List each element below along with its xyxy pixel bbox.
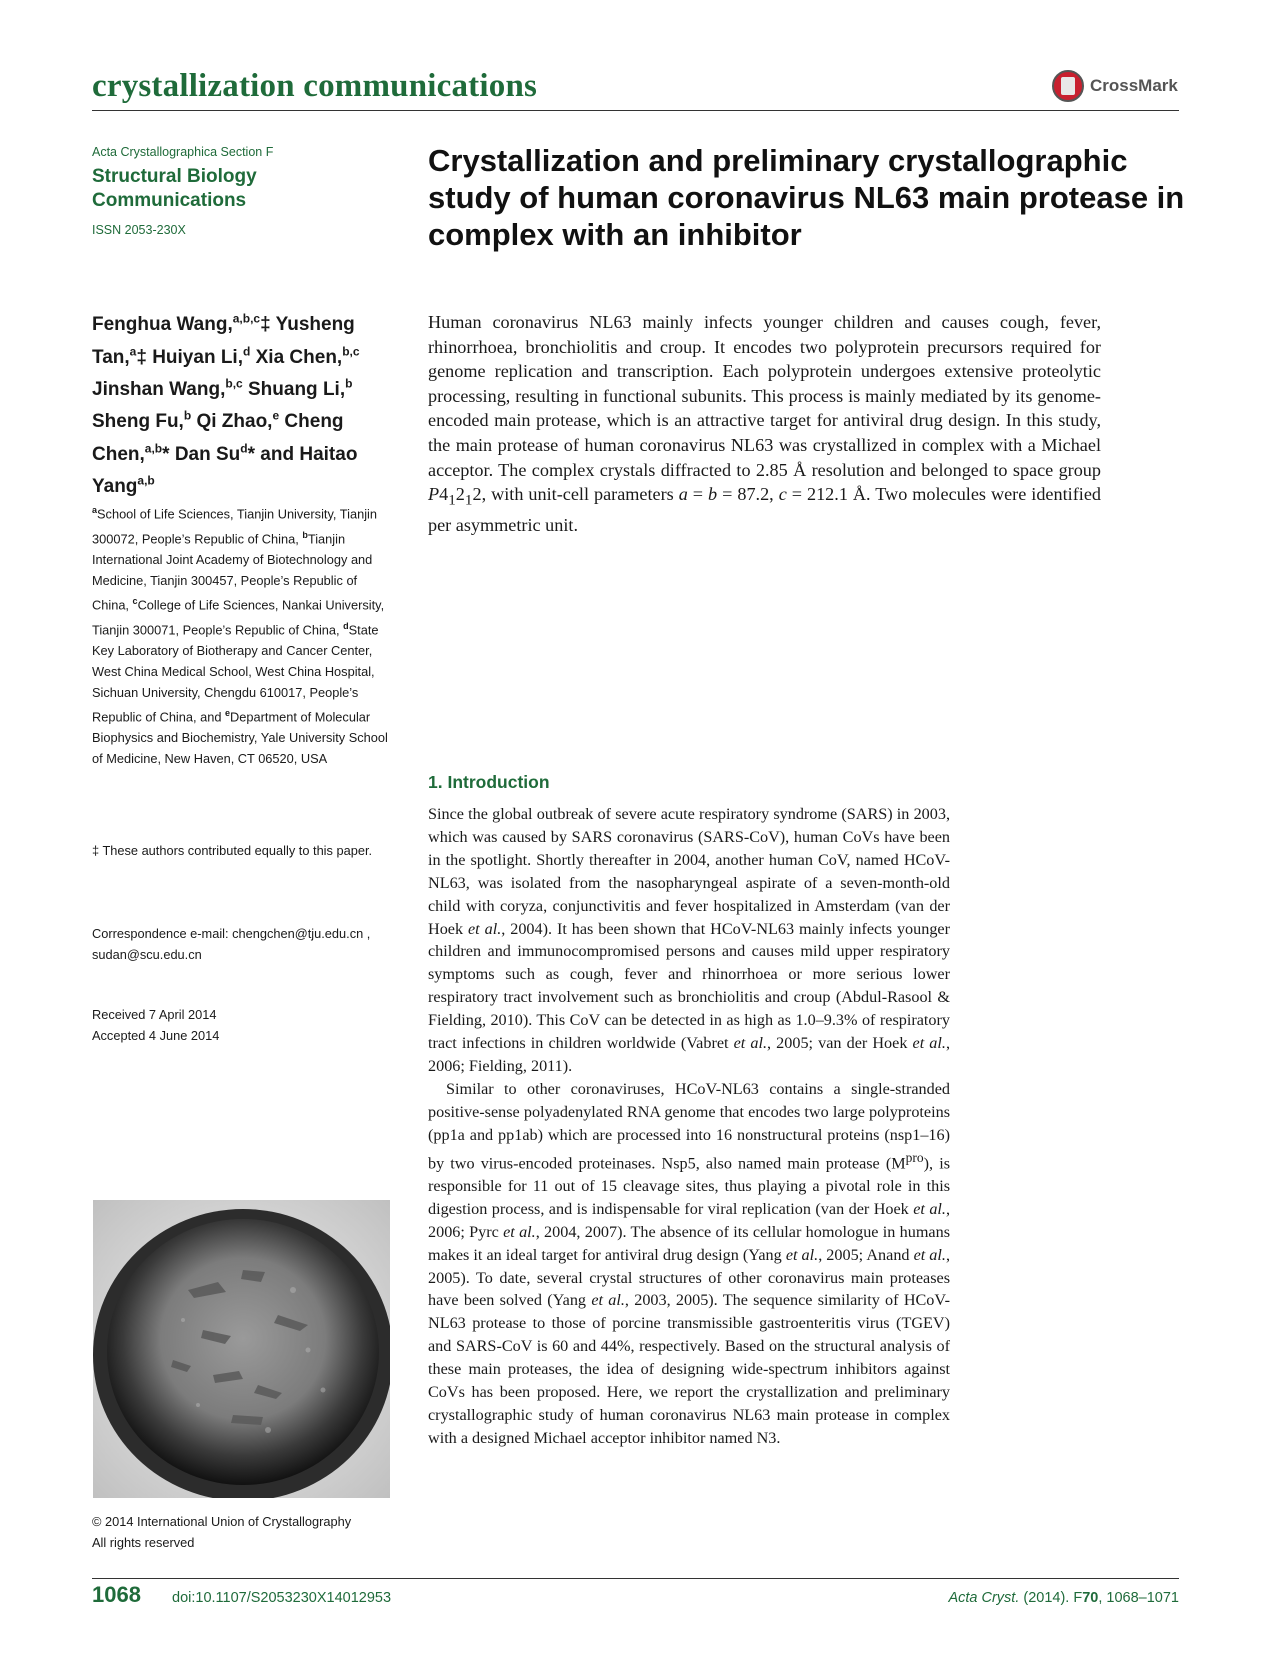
footer-rule [92, 1578, 1179, 1579]
affiliation-key: d [343, 621, 349, 632]
abstract-text: = [687, 484, 709, 505]
author-mark: ‡ [260, 314, 271, 336]
author-name: Shuang Li, [248, 378, 346, 400]
author-name: Yusheng Tan, [92, 314, 355, 368]
author-mark: * [162, 443, 170, 465]
space-group-subscript: 1 [464, 491, 473, 509]
author [248, 376, 353, 400]
space-group-part: 2 [455, 484, 465, 505]
affiliation-key: a [92, 505, 98, 515]
abstract-text: = 87.2, [717, 484, 779, 505]
journal-subtitle: Acta Crystallographica Section F [92, 145, 274, 159]
author-affiliation-key: e [272, 408, 280, 423]
received-date: Received 7 April 2014 [92, 1007, 217, 1022]
header-rule [92, 110, 1179, 111]
copyright [92, 1511, 392, 1553]
space-group-part: 4 [439, 484, 449, 505]
space-group-part: 2 [472, 484, 482, 505]
section-heading-introduction: 1. Introduction [428, 772, 550, 792]
abstract-text: , with unit-cell parameters [481, 484, 679, 505]
paragraph: Since the global outbreak of severe acute respiratory syndrome (SARS) in 2003, which was caused by SARS coronavirus (SARS-CoV), human CoVs have been in the spotlight. Shortly thereafter in 2004, another human CoV, named HCoV-NL63, was isolated from the nasopharyngeal aspirate of a seven-month-old child with coryza, conjunctivitis and fever hospitalized in Amsterdam (van der Hoek et al., 2004). It has been shown that HCoV-NL63 mainly infects younger children and immunocompromised persons and causes mild upper respiratory symptoms such as cough, fever and rhinorrhoea or more serious lower respiratory tract involvement such as bronchiolitis and croup (Abdul-Rasool & Fielding, 2010). This CoV can be detected in as high as 1.0–9.3% of respiratory tract infections in children worldwide (Vabret et al., 2005; van der Hoek et al., 2006; Fielding, 2011). [428, 805, 950, 1075]
author-name: Cheng Chen, [92, 411, 344, 465]
author-name: Huiyan Li, [152, 346, 243, 368]
affiliation-key: e [225, 708, 231, 719]
abstract [428, 310, 1101, 538]
author [196, 408, 280, 433]
correspondence-email: Correspondence e-mail: chengchen@tju.edu.cn , sudan@scu.edu.cn [92, 926, 371, 962]
space-group-subscript: 1 [448, 491, 456, 509]
author [92, 408, 192, 433]
author-affiliation-key: b [183, 408, 192, 423]
paper-title: Crystallization and preliminary crystallographic study of human coronavirus NL63 main protease in complex with an inhibitor [428, 143, 1185, 252]
introduction-body [428, 803, 950, 1450]
author-name: Dan Su [174, 443, 241, 465]
crystal-drop-image [93, 1200, 390, 1498]
author-name: Sheng Fu, [92, 411, 184, 433]
crystal-photo [93, 1200, 390, 1498]
cell-param-b: b [708, 484, 718, 505]
author [92, 376, 243, 400]
author-affiliation-key: b [345, 376, 353, 391]
affiliations [92, 500, 392, 770]
copyright-line: © 2014 International Union of Crystallography [92, 1514, 352, 1529]
dates [92, 1004, 382, 1046]
crossmark-icon [1052, 70, 1084, 102]
author-list [92, 306, 392, 500]
affiliation-text: State Key Laboratory of Biotherapy and Cancer Center, West China Medical School, West China Hospital, Sichuan University, Chengdu 610017, People’s Republic of China, and [92, 622, 379, 725]
abstract-text: = 212.1 Å. Two molecules were identified per asymmetric unit. [428, 484, 1101, 536]
author-name: Jinshan Wang, [92, 378, 226, 400]
author-name: and Haitao Yang [92, 443, 358, 497]
cell-param-a: a [678, 484, 688, 505]
citation [948, 1590, 1179, 1606]
affiliation-text: Tianjin International Joint Academy of Biotechnology and Medicine, Tianjin 300457, People’s Republic of China, [92, 531, 373, 613]
affiliation-key: c [132, 596, 138, 607]
author-affiliation-key: a [129, 344, 137, 359]
author-mark: ‡ [136, 346, 147, 368]
doi-link[interactable]: doi:10.1107/S2053230X14012953 [172, 1590, 392, 1606]
author-name: Fenghua Wang, [92, 314, 233, 336]
author [152, 344, 251, 368]
section-title: crystallization communications [92, 68, 538, 104]
affiliation-key: b [302, 529, 308, 540]
citation-year: (2014). F [1019, 1590, 1083, 1606]
author-affiliation-key: b,c [342, 344, 360, 359]
citation-volume: 70 [1082, 1590, 1099, 1606]
author-name: Xia Chen, [255, 346, 343, 368]
cell-param-c: c [778, 484, 787, 505]
affiliation-text: College of Life Sciences, Nankai University, Tianjin 300071, People’s Republic of China, [92, 597, 385, 638]
crossmark-badge[interactable] [1052, 70, 1178, 102]
author-affiliation-key: d [240, 441, 248, 456]
equal-contribution-footnote: ‡ These authors contributed equally to this paper. [92, 843, 373, 858]
journal-issn: ISSN 2053-230X [92, 223, 186, 237]
affiliation-text: School of Life Sciences, Tianjin University, Tianjin 300072, People’s Republic of China, [92, 506, 378, 547]
citation-pages: , 1068–1071 [1098, 1590, 1179, 1606]
author-mark: * [247, 443, 256, 465]
author-affiliation-key: a,b [144, 441, 163, 456]
space-group-symbol: P [428, 484, 440, 505]
rights-line: All rights reserved [92, 1535, 195, 1550]
author-affiliation-key: a,b [137, 473, 155, 488]
author [174, 441, 256, 465]
paragraph: Similar to other coronaviruses, HCoV-NL63 contains a single-stranded positive-sense polyadenylated RNA genome that encodes two large polyproteins (pp1a and pp1ab) which are processed into 16 nonstructural proteins (nsp1–16) by two virus-encoded proteinases. Nsp5, also named main protease $(M^{pro})$, is responsible for 11 out of 15 cleavage sites, thus playing a pivotal role in this digestion process, and is indispensable for viral replication (van der Hoek et al., 2006; Pyrc et al., 2004, 2007). The absence of its cellular homologue in humans makes it an ideal target for antiviral drug design (Yang et al., 2005; Anand et al., 2005). To date, several crystal structures of other coronavirus main proteases have been solved (Yang et al., 2003, 2005). The sequence similarity of HCoV-NL63 protease to those of porcine transmissible gastroenteritis virus (TGEV) and SARS-CoV is 60 and 44%, respectively. Based on the structural analysis of these main proteases, the idea of designing wide-spectrum inhibitors against CoVs has been proposed. Here, we report the crystallization and preliminary crystallographic study of human coronavirus NL63 main protease in complex with a designed Michael acceptor inhibitor named N3. [428, 1079, 951, 1447]
author-affiliation-key: d [243, 344, 251, 359]
author-name: Qi Zhao, [196, 411, 273, 433]
page-number: 1068 [92, 1582, 141, 1607]
accepted-date: Accepted 4 June 2014 [92, 1028, 220, 1043]
author [92, 314, 271, 335]
author [255, 344, 360, 368]
affiliation-text: Department of Molecular Biophysics and Biochemistry, Yale University School of Medicine, New Haven, CT 06520, USA [92, 709, 388, 767]
crossmark-label: CrossMark [1090, 76, 1178, 95]
citation-journal: Acta Cryst. [948, 1590, 1020, 1606]
journal-name: Structural Biology Communications [92, 166, 257, 211]
abstract-text: Human coronavirus NL63 mainly infects younger children and causes cough, fever, rhinorrhoea, bronchiolitis and croup. It encodes two polyprotein precursors required for genome replication and transcription. Each polyprotein undergoes extensive proteolytic processing, resulting in functional subunits. This process is mainly mediated by its genome-encoded main protease, which is an attractive target for antiviral drug design. In this study, the main protease of human coronavirus NL63 was crystallized in complex with a Michael acceptor. The complex crystals diffracted to 2.85 Å resolution and belonged to space group [428, 312, 1101, 480]
author-affiliation-key: b,c [225, 376, 243, 391]
author-affiliation-key: a,b,c [232, 312, 261, 326]
